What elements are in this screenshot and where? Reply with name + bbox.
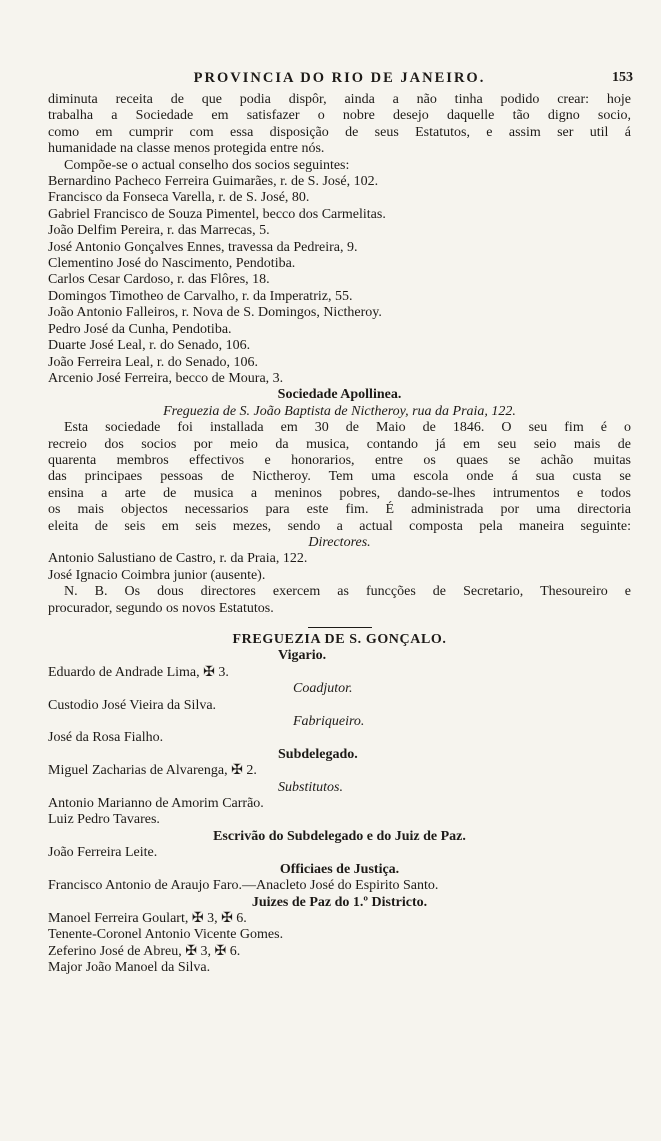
escrivao-heading: Escrivão do Subdelegado e do Juiz de Paz.: [213, 828, 466, 844]
text-line: ensina a arte de musica a meninos pobres, dando-se-lhes intrumentos e todos: [48, 485, 631, 501]
text-line: os mais objectos necessarios para este fim. É administrada por uma directoria: [48, 502, 631, 518]
fabriqueiro-name: José da Rosa Fialho.: [48, 730, 164, 746]
list-item: José Ignacio Coimbra junior (ausente).: [48, 567, 266, 583]
list-item: Gabriel Francisco de Souza Pimentel, becco dos Carmelitas.: [48, 206, 386, 222]
list-item: Francisco da Fonseca Varella, r. de S. José, 80.: [48, 190, 310, 206]
officiaes-heading: Officiaes de Justiça.: [279, 861, 400, 877]
list-item: João Delfim Pereira, r. das Marrecas, 5.: [48, 223, 270, 239]
note-line: procurador, segundo os novos Estatutos.: [48, 600, 274, 616]
council-intro: Compõe-se o actual conselho dos socios seguintes:: [64, 157, 350, 173]
list-item: Bernardino Pacheco Ferreira Guimarães, r. de S. José, 102.: [48, 174, 379, 190]
council-list: [48, 174, 631, 387]
section-divider: [308, 627, 372, 628]
text-line: como em cumprir com essa disposição de seus Estatutos, e assim ser util á: [48, 124, 631, 140]
page-number: 153: [612, 70, 633, 85]
list-item: Zeferino José de Abreu, ✠ 3, ✠ 6.: [48, 943, 241, 959]
subdelegado-name: Miguel Zacharias de Alvarenga, ✠ 2.: [48, 763, 257, 779]
list-item: Luiz Pedro Tavares.: [48, 812, 160, 828]
coadjutor-name: Custodio José Vieira da Silva.: [48, 697, 217, 713]
note-line: N. B. Os dous directores exercem as funcções de Secretario, Thesoureiro e: [64, 584, 631, 600]
running-header: [48, 70, 631, 92]
officiaes-names: Francisco Antonio de Araujo Faro.—Anacleto José do Espirito Santo.: [48, 878, 439, 894]
list-item: José Antonio Gonçalves Ennes, travessa da Pedreira, 9.: [48, 239, 358, 255]
list-item: Clementino José do Nascimento, Pendotiba.: [48, 256, 296, 272]
list-item: Duarte José Leal, r. do Senado, 106.: [48, 338, 251, 354]
text-line: humanidade na classe menos protegida entre nós.: [48, 141, 325, 157]
text-line: recreio dos socios por meio da musica, contando já em seu seio mais de: [48, 436, 631, 452]
list-item: Carlos Cesar Cardoso, r. das Flôres, 18.: [48, 272, 270, 288]
list-item: Antonio Marianno de Amorim Carrão.: [48, 796, 264, 812]
text-line: diminuta receita de que podia dispôr, ainda a não tinha podido crear: hoje: [48, 92, 631, 107]
directors-heading: Directores.: [308, 534, 371, 550]
text-line: das principaes pessoas de Nictheroy. Tem uma escola onde á sua custa se: [48, 469, 631, 485]
list-item: Major João Manoel da Silva.: [48, 960, 211, 976]
apollinea-title: Sociedade Apollinea.: [277, 387, 402, 403]
fabriqueiro-heading: Fabriqueiro.: [293, 714, 365, 730]
text-line: quarenta membros effectivos e honorarios, entre os quaes se achão muitas: [48, 452, 631, 468]
list-item: João Antonio Falleiros, r. Nova de S. Domingos, Nictheroy.: [48, 305, 382, 321]
vigario-name: Eduardo de Andrade Lima, ✠ 3.: [48, 664, 229, 680]
juizes-heading: Juizes de Paz do 1.º Districto.: [251, 894, 428, 910]
intro-paragraph: [48, 92, 631, 158]
coadjutor-heading: Coadjutor.: [293, 681, 353, 697]
page-title: PROVINCIA DO RIO DE JANEIRO.: [193, 70, 486, 86]
goncalo-title: FREGUEZIA DE S. GONÇALO.: [232, 632, 447, 647]
list-item: Domingos Timotheo de Carvalho, r. da Imperatriz, 55.: [48, 288, 353, 304]
list-item: Tenente-Coronel Antonio Vicente Gomes.: [48, 927, 284, 943]
vigario-heading: Vigario.: [278, 648, 327, 664]
text-line: eleita de seis em seis mezes, sendo a actual composta pela maneira seguinte:: [48, 518, 631, 534]
substitutos-heading: Substitutos.: [278, 779, 343, 795]
list-item: Antonio Salustiano de Castro, r. da Praia, 122.: [48, 551, 308, 567]
list-item: Pedro José da Cunha, Pendotiba.: [48, 321, 232, 337]
apollinea-paragraph: [48, 420, 631, 535]
apollinea-location: Freguezia de S. João Baptista de Nictheroy, rua da Praia, 122.: [163, 403, 516, 419]
list-item: Manoel Ferreira Goulart, ✠ 3, ✠ 6.: [48, 910, 247, 926]
subdelegado-heading: Subdelegado.: [278, 746, 358, 762]
list-item: João Ferreira Leal, r. do Senado, 106.: [48, 354, 258, 370]
escrivao-name: João Ferreira Leite.: [48, 845, 158, 861]
text-line: trabalha a Sociedade em satisfazer o nobre desejo daquelle tão digno socio,: [48, 108, 631, 124]
list-item: Arcenio José Ferreira, becco de Moura, 3.: [48, 370, 284, 386]
text-line: Esta sociedade foi installada em 30 de Maio de 1846. O seu fim é o: [64, 420, 631, 436]
